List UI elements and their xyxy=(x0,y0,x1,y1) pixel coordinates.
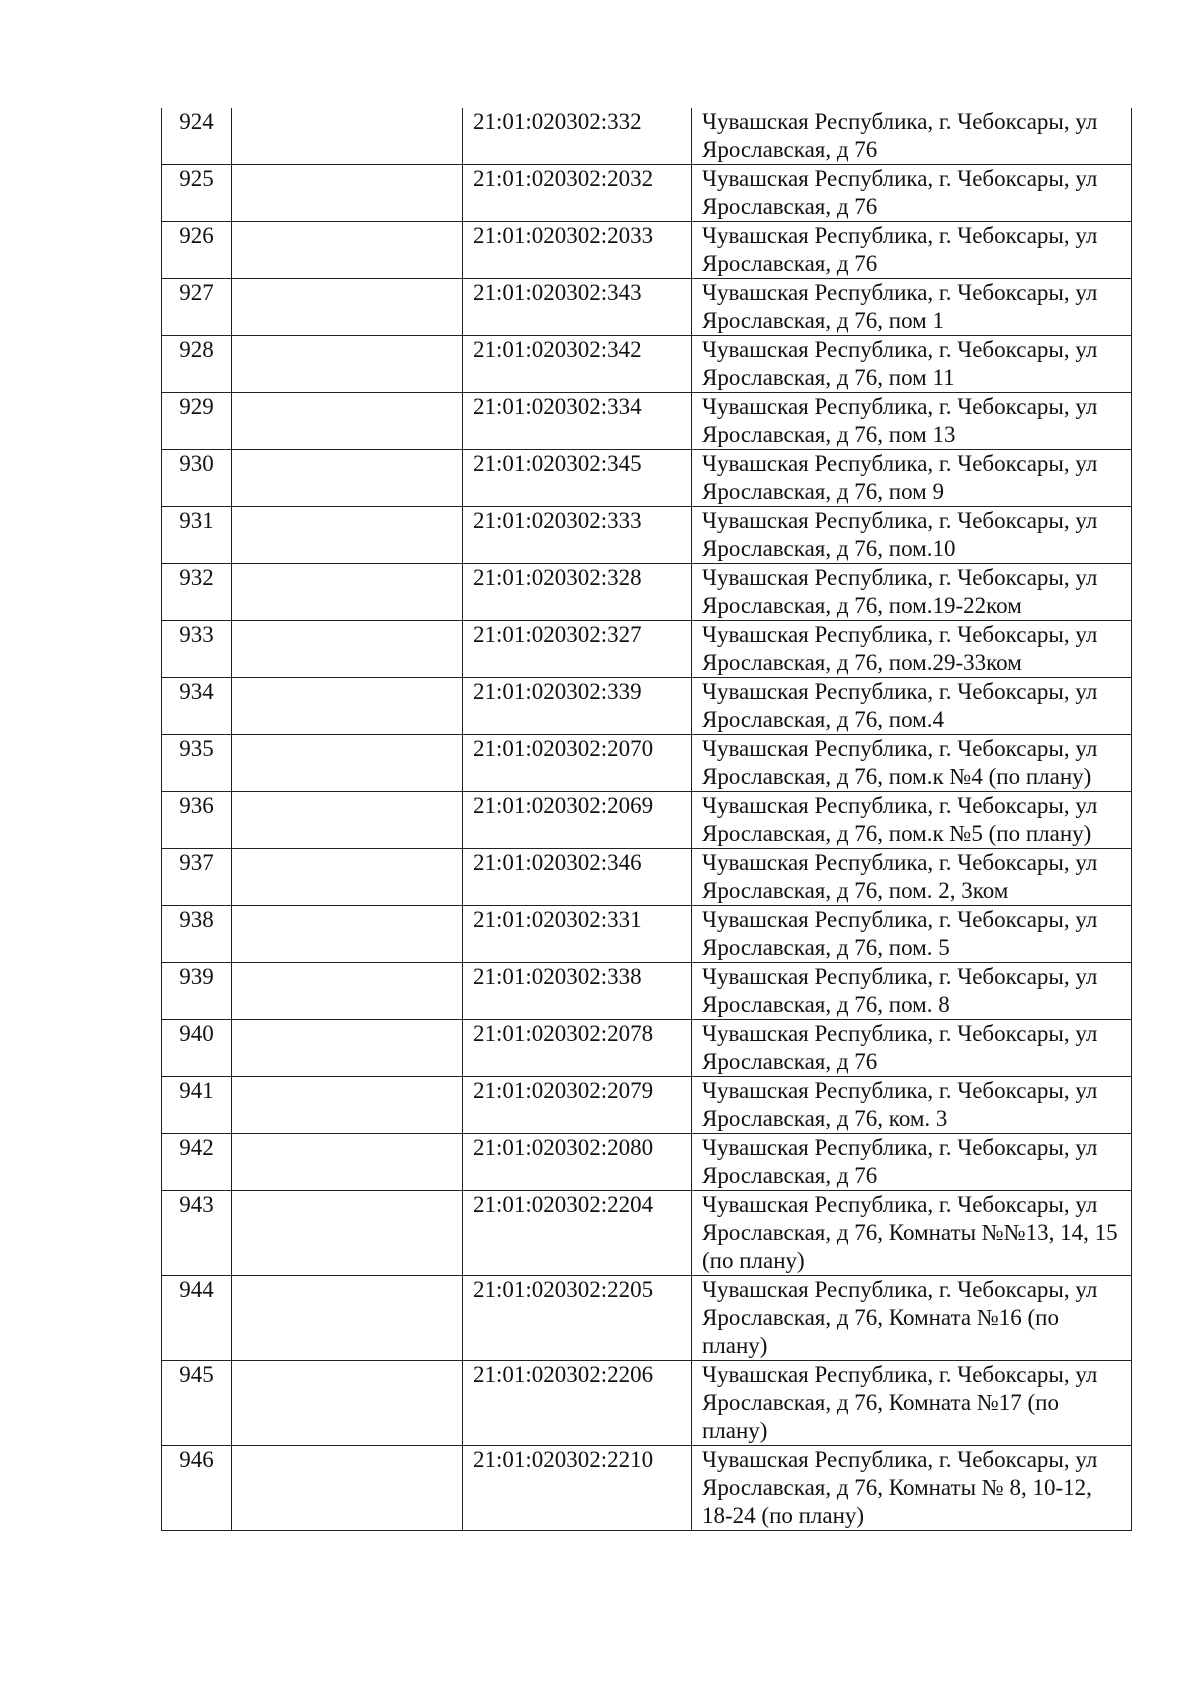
table-row xyxy=(162,963,1132,1020)
cadastral-number-cell: 21:01:020302:339 xyxy=(463,678,692,735)
address-cell: Чувашская Республика, г. Чебоксары, ул Ярославская, д 76 xyxy=(692,1020,1132,1077)
object-name-cell xyxy=(232,906,463,963)
table-row xyxy=(162,336,1132,393)
object-name-cell xyxy=(232,1077,463,1134)
table-row xyxy=(162,1276,1132,1361)
table-row xyxy=(162,507,1132,564)
address-cell: Чувашская Республика, г. Чебоксары, ул Ярославская, д 76, пом.4 xyxy=(692,678,1132,735)
address-cell: Чувашская Республика, г. Чебоксары, ул Ярославская, д 76, ком. 3 xyxy=(692,1077,1132,1134)
object-name-cell xyxy=(232,507,463,564)
cadastral-number-cell: 21:01:020302:2032 xyxy=(463,165,692,222)
cadastral-number-cell: 21:01:020302:328 xyxy=(463,564,692,621)
row-number-cell: 942 xyxy=(162,1134,232,1191)
property-registry-table xyxy=(161,108,1132,1531)
table-body xyxy=(162,108,1132,1531)
address-cell: Чувашская Республика, г. Чебоксары, ул Ярославская, д 76 xyxy=(692,1134,1132,1191)
table-row xyxy=(162,849,1132,906)
object-name-cell xyxy=(232,165,463,222)
address-cell: Чувашская Республика, г. Чебоксары, ул Ярославская, д 76, Комнаты № 8, 10-12, 18-24 (по плану) xyxy=(692,1446,1132,1531)
row-number-cell: 925 xyxy=(162,165,232,222)
object-name-cell xyxy=(232,336,463,393)
cadastral-number-cell: 21:01:020302:342 xyxy=(463,336,692,393)
object-name-cell xyxy=(232,1446,463,1531)
row-number-cell: 946 xyxy=(162,1446,232,1531)
cadastral-number-cell: 21:01:020302:338 xyxy=(463,963,692,1020)
table-row xyxy=(162,279,1132,336)
cadastral-number-cell: 21:01:020302:2210 xyxy=(463,1446,692,1531)
address-cell: Чувашская Республика, г. Чебоксары, ул Ярославская, д 76, пом.10 xyxy=(692,507,1132,564)
object-name-cell xyxy=(232,450,463,507)
object-name-cell xyxy=(232,1191,463,1276)
address-cell: Чувашская Республика, г. Чебоксары, ул Ярославская, д 76, пом. 5 xyxy=(692,906,1132,963)
row-number-cell: 941 xyxy=(162,1077,232,1134)
object-name-cell xyxy=(232,108,463,165)
cadastral-number-cell: 21:01:020302:333 xyxy=(463,507,692,564)
row-number-cell: 935 xyxy=(162,735,232,792)
object-name-cell xyxy=(232,963,463,1020)
address-cell: Чувашская Республика, г. Чебоксары, ул Ярославская, д 76, Комнаты №№13, 14, 15 (по плану) xyxy=(692,1191,1132,1276)
object-name-cell xyxy=(232,621,463,678)
row-number-cell: 928 xyxy=(162,336,232,393)
address-cell: Чувашская Республика, г. Чебоксары, ул Ярославская, д 76, пом 9 xyxy=(692,450,1132,507)
cadastral-number-cell: 21:01:020302:2206 xyxy=(463,1361,692,1446)
table-row xyxy=(162,678,1132,735)
row-number-cell: 940 xyxy=(162,1020,232,1077)
table-row xyxy=(162,222,1132,279)
row-number-cell: 934 xyxy=(162,678,232,735)
address-cell: Чувашская Республика, г. Чебоксары, ул Ярославская, д 76, пом.29-33ком xyxy=(692,621,1132,678)
address-cell: Чувашская Республика, г. Чебоксары, ул Ярославская, д 76 xyxy=(692,108,1132,165)
object-name-cell xyxy=(232,735,463,792)
cadastral-number-cell: 21:01:020302:346 xyxy=(463,849,692,906)
cadastral-number-cell: 21:01:020302:343 xyxy=(463,279,692,336)
cadastral-number-cell: 21:01:020302:345 xyxy=(463,450,692,507)
cadastral-number-cell: 21:01:020302:331 xyxy=(463,906,692,963)
table-row xyxy=(162,1361,1132,1446)
table-row xyxy=(162,1191,1132,1276)
object-name-cell xyxy=(232,849,463,906)
table-row xyxy=(162,621,1132,678)
cadastral-number-cell: 21:01:020302:2033 xyxy=(463,222,692,279)
address-cell: Чувашская Республика, г. Чебоксары, ул Ярославская, д 76, пом.19-22ком xyxy=(692,564,1132,621)
address-cell: Чувашская Республика, г. Чебоксары, ул Ярославская, д 76 xyxy=(692,165,1132,222)
object-name-cell xyxy=(232,1134,463,1191)
address-cell: Чувашская Республика, г. Чебоксары, ул Ярославская, д 76, пом. 2, 3ком xyxy=(692,849,1132,906)
row-number-cell: 943 xyxy=(162,1191,232,1276)
table-row xyxy=(162,393,1132,450)
row-number-cell: 933 xyxy=(162,621,232,678)
cadastral-number-cell: 21:01:020302:2080 xyxy=(463,1134,692,1191)
address-cell: Чувашская Республика, г. Чебоксары, ул Ярославская, д 76, пом.к №4 (по плану) xyxy=(692,735,1132,792)
table-row xyxy=(162,450,1132,507)
table-row xyxy=(162,165,1132,222)
table-row xyxy=(162,906,1132,963)
row-number-cell: 939 xyxy=(162,963,232,1020)
row-number-cell: 931 xyxy=(162,507,232,564)
row-number-cell: 945 xyxy=(162,1361,232,1446)
cadastral-number-cell: 21:01:020302:2069 xyxy=(463,792,692,849)
object-name-cell xyxy=(232,1276,463,1361)
table-row xyxy=(162,1446,1132,1531)
address-cell: Чувашская Республика, г. Чебоксары, ул Ярославская, д 76, Комната №16 (по плану) xyxy=(692,1276,1132,1361)
object-name-cell xyxy=(232,1361,463,1446)
object-name-cell xyxy=(232,393,463,450)
address-cell: Чувашская Республика, г. Чебоксары, ул Ярославская, д 76, пом 13 xyxy=(692,393,1132,450)
address-cell: Чувашская Республика, г. Чебоксары, ул Ярославская, д 76, пом. 8 xyxy=(692,963,1132,1020)
address-cell: Чувашская Республика, г. Чебоксары, ул Ярославская, д 76, Комната №17 (по плану) xyxy=(692,1361,1132,1446)
row-number-cell: 930 xyxy=(162,450,232,507)
row-number-cell: 938 xyxy=(162,906,232,963)
cadastral-number-cell: 21:01:020302:2079 xyxy=(463,1077,692,1134)
object-name-cell xyxy=(232,792,463,849)
cadastral-number-cell: 21:01:020302:2078 xyxy=(463,1020,692,1077)
address-cell: Чувашская Республика, г. Чебоксары, ул Ярославская, д 76, пом.к №5 (по плану) xyxy=(692,792,1132,849)
table-row xyxy=(162,735,1132,792)
cadastral-number-cell: 21:01:020302:334 xyxy=(463,393,692,450)
row-number-cell: 926 xyxy=(162,222,232,279)
table-row xyxy=(162,564,1132,621)
cadastral-number-cell: 21:01:020302:2205 xyxy=(463,1276,692,1361)
table-row xyxy=(162,792,1132,849)
cadastral-number-cell: 21:01:020302:332 xyxy=(463,108,692,165)
address-cell: Чувашская Республика, г. Чебоксары, ул Ярославская, д 76, пом 11 xyxy=(692,336,1132,393)
table-row xyxy=(162,1134,1132,1191)
object-name-cell xyxy=(232,279,463,336)
object-name-cell xyxy=(232,222,463,279)
row-number-cell: 937 xyxy=(162,849,232,906)
row-number-cell: 927 xyxy=(162,279,232,336)
table-row xyxy=(162,108,1132,165)
object-name-cell xyxy=(232,1020,463,1077)
table-row xyxy=(162,1020,1132,1077)
table-row xyxy=(162,1077,1132,1134)
object-name-cell xyxy=(232,564,463,621)
row-number-cell: 932 xyxy=(162,564,232,621)
row-number-cell: 944 xyxy=(162,1276,232,1361)
cadastral-number-cell: 21:01:020302:2204 xyxy=(463,1191,692,1276)
row-number-cell: 924 xyxy=(162,108,232,165)
row-number-cell: 929 xyxy=(162,393,232,450)
address-cell: Чувашская Республика, г. Чебоксары, ул Ярославская, д 76 xyxy=(692,222,1132,279)
cadastral-number-cell: 21:01:020302:2070 xyxy=(463,735,692,792)
row-number-cell: 936 xyxy=(162,792,232,849)
address-cell: Чувашская Республика, г. Чебоксары, ул Ярославская, д 76, пом 1 xyxy=(692,279,1132,336)
cadastral-number-cell: 21:01:020302:327 xyxy=(463,621,692,678)
object-name-cell xyxy=(232,678,463,735)
